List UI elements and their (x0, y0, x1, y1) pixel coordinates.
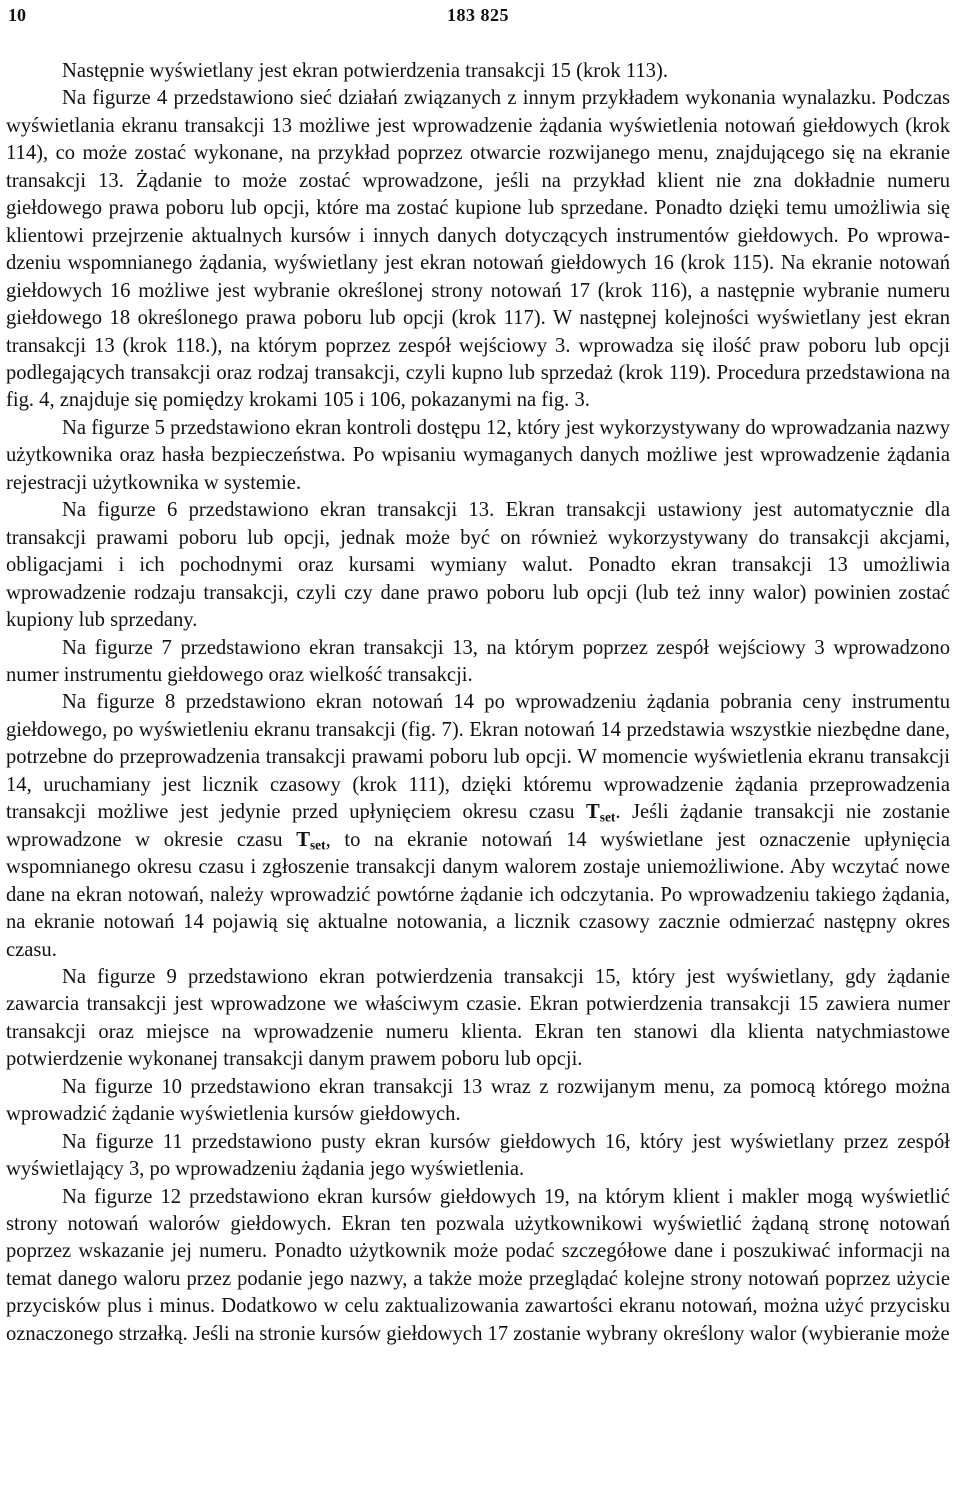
document-page (6, 0, 950, 1494)
page-number: 10 (8, 5, 26, 25)
paragraph: Na figurze 10 przedstawiono ekran transakcji 13 wraz z rozwijanym menu, za pomocą którego można wprowadzić żądanie wyświetlenia kursów giełdowych. (6, 1075, 950, 1126)
page-header (6, 0, 950, 40)
paragraph: Na figurze 9 przedstawiono ekran potwierdzenia transakcji 15, który jest wyświetlany, gdy żądanie zawarcia transakcji jest wprowadzone we właściwym czasie. Ekran potwierdzenia transakcji 15 zawiera numer transakcji oraz miejsce na wprowadzenie numeru klienta. Ekran ten stanowi dla klienta natychmiastowe potwierdzenie wykonanej transakcji danym prawem poboru lub opcji. (6, 965, 950, 1071)
paragraph: Na figurze 12 przedstawiono ekran kursów giełdowych 19, na którym klient i makler mogą wyświetlić strony notowań walorów giełdowych. Ekran ten pozwala użytkownikowi wyświetlić żądaną stronę notowań poprzez wskazanie jej numeru. Ponadto użytkownik może podać szczegółowe dane i poszukiwać informacji na temat danego waloru przez podanie jego nazwy, a także może przeglądać kolejne strony notowań poprzez użycie przycisków plus i minus. Dodatkowo w celu zaktualizowania zawartości ekranu notowań, można użyć przycisku oznaczonego strzałką. Jeśli na stronie kursów giełdowych 17 zostanie wybrany określony walor (wybieranie może (6, 1185, 950, 1345)
paragraph: Następnie wyświetlany jest ekran potwierdzenia transakcji 15 (krok 113). (62, 60, 668, 82)
paragraph: Na figurze 8 przedstawiono ekran notowań 14 po wprowadzeniu żądania pobrania ceny instrumentu giełdowego, po wyświetleniu ekranu transakcji (fig. 7). Ekran notowań 14 przedstawia wszystkie niezbędne dane, potrzebne do przeprowadzenia transakcji prawami poboru lub opcji. W momencie wyświetlenia ekranu transakcji 14, uruchamiany jest licznik czasowy (krok 111), dzięki któremu wprowadzenie żądania przeprowadzenia transakcji możliwe jest jedynie przed upłynięciem okresu czasu $T_{set}$. Jeśli żądanie transakcji nie zostanie wprowadzone w okresie czasu $T_{set}$, to na ekranie notowań 14 wyświetlane jest oznaczenie upłynięcia wspomnianego okresu czasu i zgłoszenie transakcji danym walorem zostaje uniemożliwione. Aby wczytać nowe dane na ekran notowań, należy wprowadzić powtórne żądanie ich odczytania. Po wprowadzeniu takiego żądania, na ekranie notowań 14 pojawią się aktualne notowania, a licznik czasowy zacznie odmierzać następny okres czasu. (6, 691, 950, 961)
t-set-symbol: $T_{set}$ (296, 828, 326, 853)
paragraph: Na figurze 7 przedstawiono ekran transakcji 13, na którym poprzez zespół wejściowy 3 wprowadzono numer instrumentu giełdowego oraz wielkość transakcji. (6, 636, 950, 686)
body-text (6, 58, 950, 1348)
patent-number: 183 825 (447, 5, 509, 25)
paragraph: Na figurze 6 przedstawiono ekran transakcji 13. Ekran transakcji ustawiony jest automatycznie dla transakcji prawami poboru lub opcji, jednak może być on również wykorzystywany do transakcji akcjami, obligacjami i ich pochodnymi oraz kursami wymiany walut. Ponadto ekran transakcji 13 umożliwia wprowadzenie rodzaju transakcji, czyli czy dane prawo poboru lub opcji (lub też inny walor) powinien zostać kupiony lub sprzedany. (6, 499, 950, 632)
paragraph: Na figurze 4 przedstawiono sieć działań związanych z innym przykładem wykonania wynalazku. Podczas wyświetlania ekranu transakcji 13 możliwe jest wprowadzenie żądania wyświetlenia notowań giełdowych (krok 114), co może zostać wykonane, na przykład poprzez otwarcie rozwijanego menu, znajdującego się na ekranie transakcji 13. Żądanie to może zostać wprowadzone, jeśli na przykład klient nie zna dokładnie numeru giełdowego prawa poboru lub opcji, które ma zostać kupione lub sprzedane. Ponadto dzięki temu umożliwia się klientowi przejrzenie aktualnych kursów i innych danych dotyczących instrumentów giełdowych. Po wprowadzeniu wspomnianego żądania, wyświetlany jest ekran notowań giełdowych 16 (krok 115). Na ekranie notowań giełdowych 16 możliwe jest wybranie określonej strony notowań 17 (krok 116), a następnie wybranie numeru giełdowego 18 określonego prawa poboru lub opcji (krok 117). W następnej kolejności wyświetlany jest ekran transakcji 13 (krok 118.), na którym poprzez zespół wejściowy 3. wprowadza się ilość praw poboru lub opcji podlegających transakcji oraz rodzaj transakcji, czyli kupno lub sprzedaż (krok 119). Procedura przedstawiona na fig. 4, znajduje się pomiędzy krokami 105 i 106, pokazanymi na fig. 3. (6, 87, 950, 412)
paragraph: Na figurze 5 przedstawiono ekran kontroli dostępu 12, który jest wykorzystywany do wprowadzania nazwy użytkownika oraz hasła bezpieczeństwa. Po wpisaniu wymaganych danych możliwe jest wprowadzenie żądania rejestracji użytkownika w systemie. (6, 416, 950, 494)
paragraph: Na figurze 11 przedstawiono pusty ekran kursów giełdowych 16, który jest wyświetlany przez zespół wyświetlający 3, po wprowadzeniu żądania jego wyświetlenia. (6, 1130, 950, 1181)
t-set-symbol: $T_{set}$ (586, 801, 616, 825)
